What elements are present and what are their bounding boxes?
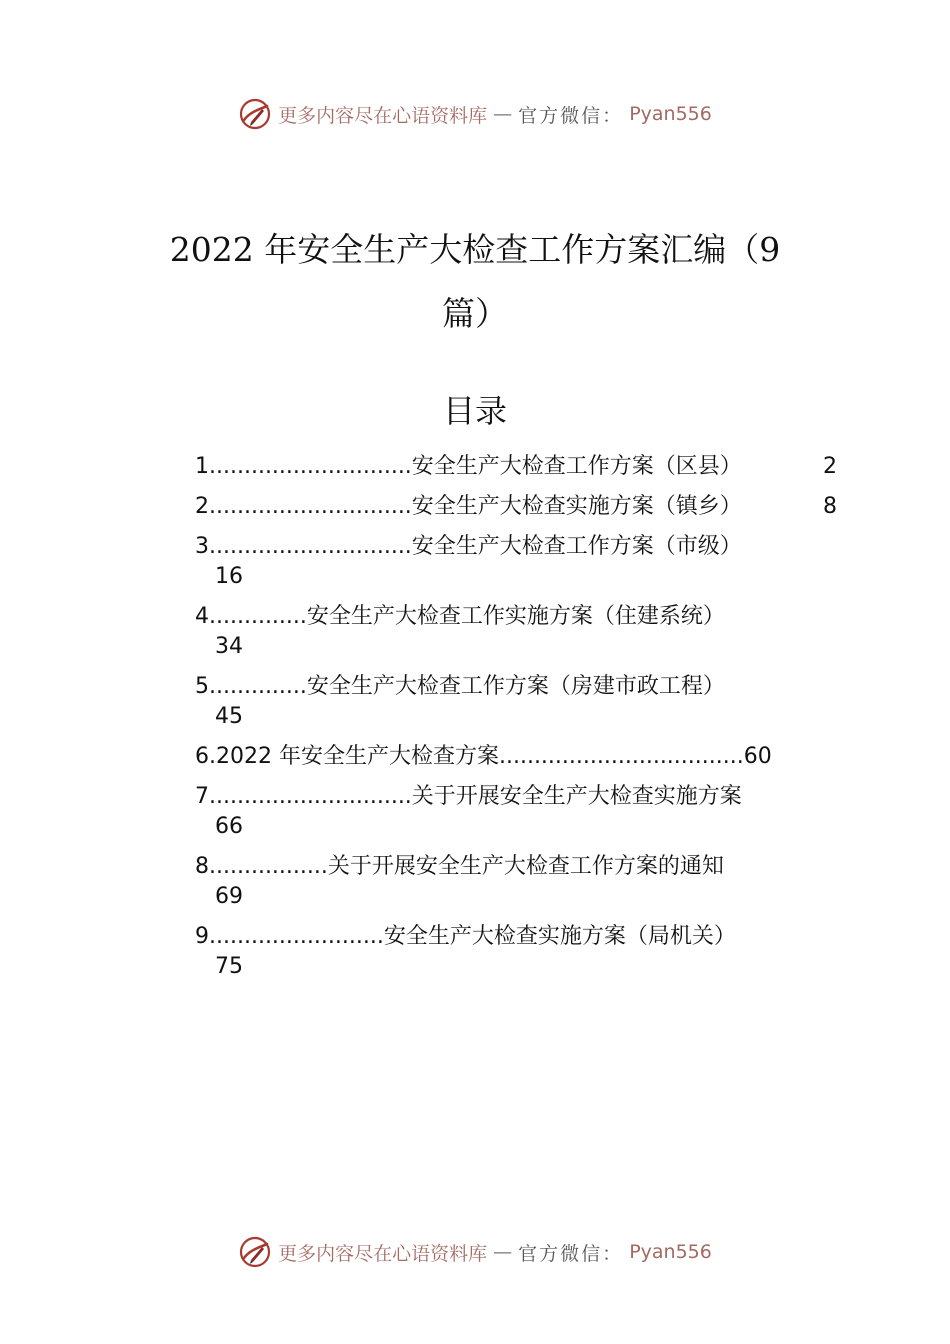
toc-entry-8[interactable] [195, 852, 807, 882]
toc-page-number: 69 [215, 884, 243, 909]
toc-entry-text: 8.................关于开展安全生产大检查工作方案的通知 [195, 854, 724, 879]
toc-entry-6[interactable] [195, 742, 807, 772]
toc-entry-text: 9.........................安全生产大检查实施方案（局机关） [195, 924, 736, 949]
toc-entry-2[interactable] [195, 492, 837, 522]
watermark-separator: — [493, 1241, 513, 1263]
toc-entry-text: 7.............................关于开展安全生产大检查实施方案 [195, 784, 742, 809]
watermark-text: 更多内容尽在心语资料库 [278, 1242, 488, 1265]
toc-page-number: 75 [215, 954, 243, 979]
toc-heading: 目录 [442, 392, 507, 430]
watermark-label: 官方微信： [518, 1242, 624, 1265]
toc-entry-3[interactable] [195, 532, 807, 562]
toc-page-number: 2 [823, 454, 837, 479]
toc-entry-text: 1.............................安全生产大检查工作方案（区县） [195, 454, 742, 479]
watermark-label: 官方微信： [518, 104, 624, 127]
toc-entry-7[interactable] [195, 782, 807, 812]
header-watermark [0, 94, 950, 134]
toc-page-number: 66 [215, 814, 243, 839]
toc-page-number: 34 [215, 634, 243, 659]
toc-entry-text: 6.2022 年安全生产大检查方案...................................60 [195, 744, 772, 769]
toc-entry-text: 5..............安全生产大检查工作方案（房建市政工程） [195, 674, 725, 699]
toc-page-number: 8 [823, 494, 837, 519]
title-line-2: 篇） [442, 294, 508, 333]
table-of-contents [195, 452, 837, 982]
toc-entry-1[interactable] [195, 452, 837, 482]
title-line-1: 2022 年安全生产大检查工作方案汇编（9 [169, 230, 781, 269]
watermark-wechat-id: Pyan556 [629, 103, 712, 125]
toc-entry-9[interactable] [195, 922, 807, 952]
toc-entry-text: 4..............安全生产大检查工作实施方案（住建系统） [195, 604, 725, 629]
watermark-text: 更多内容尽在心语资料库 [278, 104, 488, 127]
pen-logo-icon [238, 1235, 272, 1269]
toc-entry-5[interactable] [195, 672, 807, 702]
toc-entry-text: 3.............................安全生产大检查工作方案（市级） [195, 534, 742, 559]
toc-page-number: 16 [215, 564, 243, 589]
toc-entry-text: 2.............................安全生产大检查实施方案（镇乡） [195, 494, 742, 519]
watermark-separator: — [493, 103, 513, 125]
toc-page-number: 45 [215, 704, 243, 729]
document-title [150, 218, 800, 346]
toc-entry-4[interactable] [195, 602, 807, 632]
watermark-wechat-id: Pyan556 [629, 1241, 712, 1263]
pen-logo-icon [238, 97, 272, 131]
footer-watermark [0, 1232, 950, 1272]
